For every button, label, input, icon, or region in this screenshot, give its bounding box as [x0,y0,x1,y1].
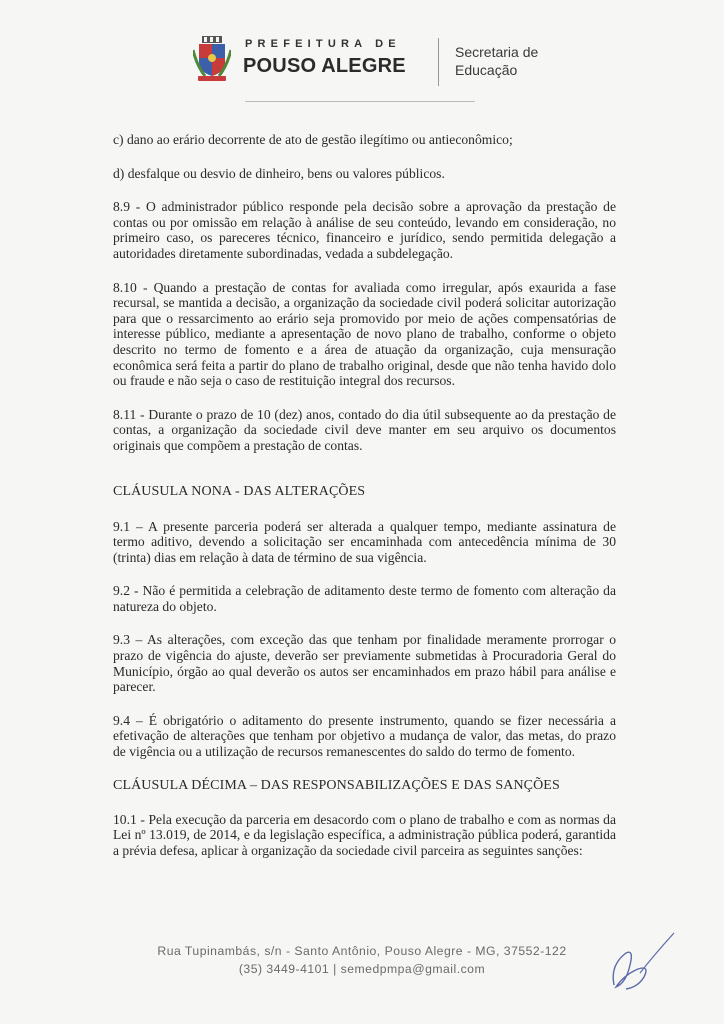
handwritten-initials [604,925,680,997]
org-name-line1: PREFEITURA DE [245,38,401,50]
paragraph-9-2: 9.2 - Não é permitida a celebração de aditamento deste termo de fomento com alteração da natureza do objeto. [113,583,616,614]
department-line1: Secretaria de [455,44,539,60]
header-divider [438,38,439,86]
paragraph-d: d) desfalque ou desvio de dinheiro, bens ou valores públicos. [113,165,445,181]
footer-contact: (35) 3449-4101 | semedpmpa@gmail.com [238,962,486,976]
paragraph-9-4: 9.4 – É obrigatório o aditamento do presente instrumento, quando se fizer necessária a efetivação de alterações que tenham por objetivo a mudança de valor, das metas, do prazo de vigência ou a utilização de recursos remanescentes do saldo do termo de fomento. [113,712,616,760]
paragraph-8-11: 8.11 - Durante o prazo de 10 (dez) anos, contado do dia útil subsequente ao da prestação de contas, a organização da sociedade civil deve manter em seu arquivo os documentos originais que compõem a prestação de contas. [113,406,616,453]
document-body [113,132,616,876]
paragraph-8-10: 8.10 - Quando a prestação de contas for avaliada como irregular, após exaurida a fase recursal, se mantida a decisão, a organização da sociedade civil poderá solicitar autorização para que o ressarcimento ao erário seja promovido por meio de ações compensatórias de interesse público, mediante a apresentação de novo plano de trabalho, conforme o objeto descrito no termo de fomento e a área de atuação da organização, cuja mensuração econômica será feita a partir do plano de trabalho original, desde que não tenha havido dolo ou fraude e não seja o caso de restituição integral dos recursos. [113,279,616,389]
clause-heading-nona: CLÁUSULA NONA - DAS ALTERAÇÕES [113,483,366,499]
footer-address: Rua Tupinambás, s/n - Santo Antônio, Pouso Alegre - MG, 37552-122 [157,944,567,958]
paragraph-8-9: 8.9 - O administrador público responde pela decisão sobre a aprovação da prestação de contas ou por omissão em relação à análise de seu conteúdo, levando em consideração, no primeiro caso, os pareceres técnico, financeiro e jurídico, sendo permitida delegação a autoridades diretamente subordinadas, vedada a subdelegação. [113,199,616,261]
org-name-line2: POUSO ALEGRE [243,55,406,77]
header-rule [245,101,475,102]
paragraph-9-3: 9.3 – As alterações, com exceção das que tenham por finalidade meramente prorrogar o prazo de vigência do ajuste, deverão ser previamente submetidas à Procuradoria Geral do Município, órgão ao qual deverão os autos ser encaminhados em prazo hábil para análise e parecer. [113,632,616,695]
paragraph-c: c) dano ao erário decorrente de ato de gestão ilegítimo ou antieconômico; [113,132,513,147]
paragraph-9-1: 9.1 – A presente parceria poderá ser alterada a qualquer tempo, mediante assinatura de termo aditivo, devendo a solicitação ser encaminhada com antecedência mínima de 30 (trinta) dias em relação à data de término de sua vigência. [113,518,616,565]
department-line2: Educação [455,62,518,78]
clause-heading-decima: CLÁUSULA DÉCIMA – DAS RESPONSABILIZAÇÕES E DAS SANÇÕES [113,777,560,793]
coat-of-arms-icon [193,36,231,82]
paragraph-10-1: 10.1 - Pela execução da parceria em desacordo com o plano de trabalho e com as normas da Lei nº 13.019, de 2014, e da legislação específica, a administração pública poderá, garantida a prévia defesa, aplicar à organização da sociedade civil parceira as seguintes sanções: [113,811,616,858]
